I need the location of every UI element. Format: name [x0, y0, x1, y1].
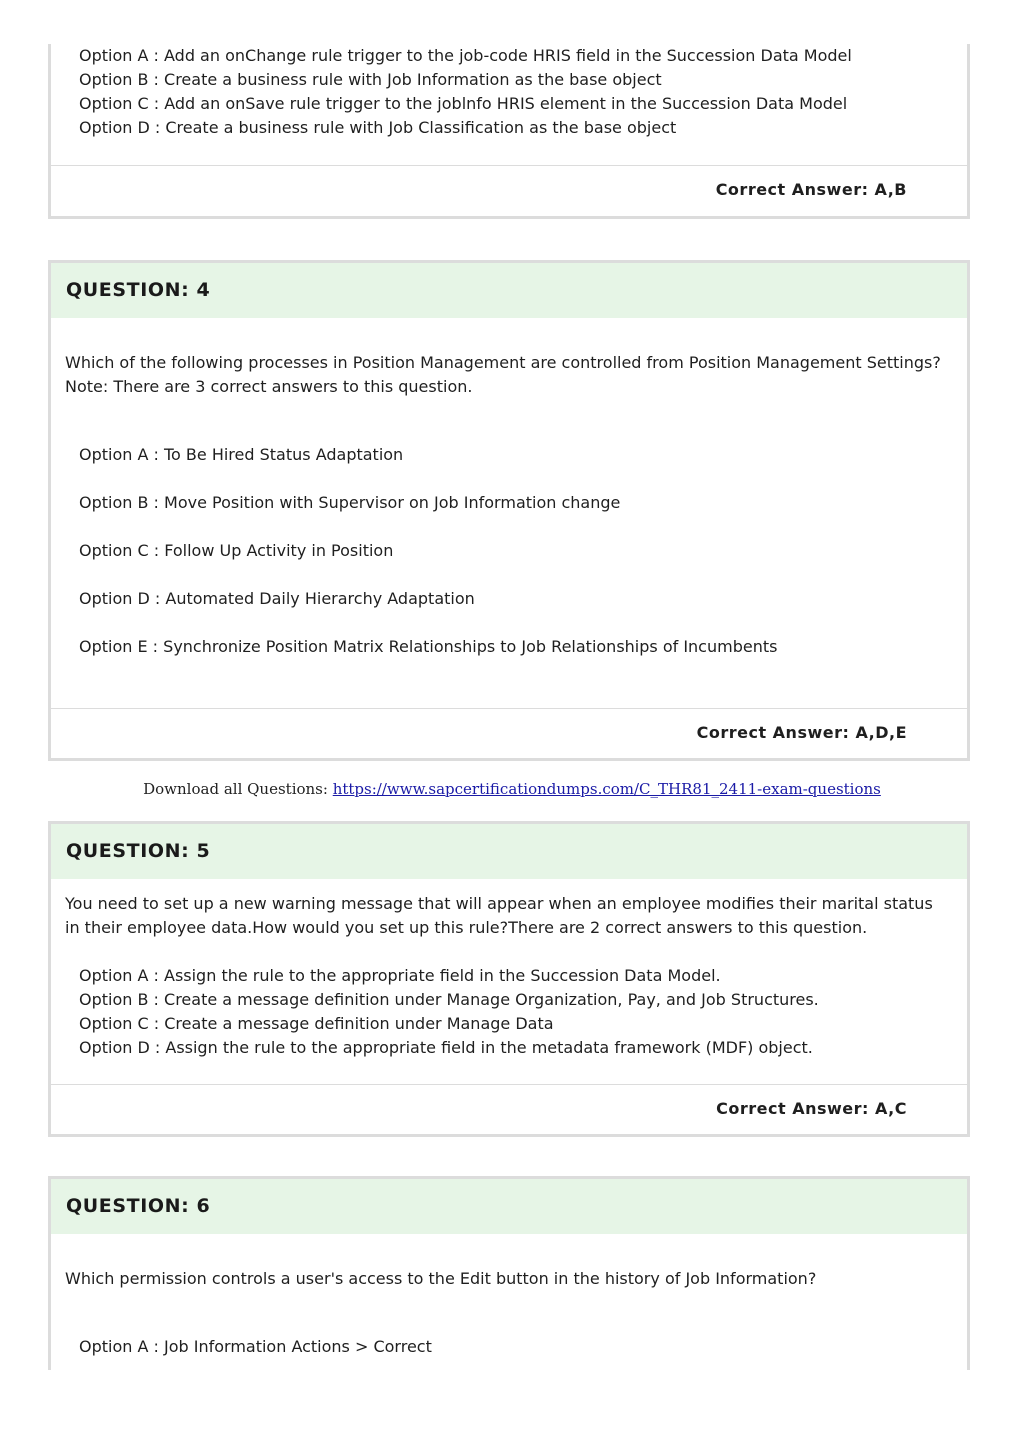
- option-b: Option B : Create a message definition under Manage Organization, Pay, and Job Structures.: [79, 990, 819, 1009]
- question-text-line-1: Which of the following processes in Position Management are controlled from Position Management Settings?: [65, 353, 941, 372]
- option-d: Option D : Create a business rule with Job Classification as the base object: [79, 118, 677, 137]
- correct-answer-text: Correct Answer: A,C: [716, 1099, 907, 1118]
- correct-answer: [51, 1084, 967, 1134]
- option-c: Option C : Follow Up Activity in Position: [79, 541, 394, 560]
- option-b: Option B : Move Position with Supervisor on Job Information change: [79, 493, 621, 512]
- question-card-6: [48, 1176, 970, 1370]
- question-title: QUESTION: 5: [51, 824, 967, 879]
- option-a: Option A : Add an onChange rule trigger to the job-code HRIS field in the Succession Data Model: [79, 46, 852, 65]
- correct-answer-text: Correct Answer: A,B: [715, 180, 907, 199]
- download-label: Download all Questions:: [143, 780, 328, 798]
- correct-answer-text: Correct Answer: A,D,E: [696, 723, 907, 742]
- question-text-line-1: You need to set up a new warning message that will appear when an employee modifies their marital status: [65, 894, 933, 913]
- correct-answer: [51, 165, 967, 215]
- correct-answer: [51, 708, 967, 758]
- download-link[interactable]: https://www.sapcertificationdumps.com/C_THR81_2411-exam-questions: [332, 780, 881, 798]
- option-e: Option E : Synchronize Position Matrix Relationships to Job Relationships of Incumbents: [79, 637, 778, 656]
- option-a: Option A : Assign the rule to the appropriate field in the Succession Data Model.: [79, 966, 721, 985]
- question-title: QUESTION: 4: [51, 263, 967, 318]
- question-text-line-2: in their employee data.How would you set up this rule?There are 2 correct answers to this question.: [65, 918, 868, 937]
- download-line: [0, 780, 1024, 798]
- question-text-line-2: Note: There are 3 correct answers to this question.: [65, 377, 473, 396]
- question-text-line-1: Which permission controls a user's access to the Edit button in the history of Job Information?: [65, 1269, 817, 1288]
- option-a: Option A : Job Information Actions > Correct: [79, 1337, 432, 1356]
- option-c: Option C : Create a message definition under Manage Data: [79, 1014, 554, 1033]
- question-card-3: [48, 44, 970, 219]
- question-card-5: [48, 821, 970, 1137]
- option-d: Option D : Automated Daily Hierarchy Adaptation: [79, 589, 475, 608]
- option-c: Option C : Add an onSave rule trigger to the joblnfo HRIS element in the Succession Data Model: [79, 94, 848, 113]
- option-a: Option A : To Be Hired Status Adaptation: [79, 445, 404, 464]
- option-d: Option D : Assign the rule to the appropriate field in the metadata framework (MDF) object.: [79, 1038, 813, 1057]
- option-b: Option B : Create a business rule with Job Information as the base object: [79, 70, 662, 89]
- question-title: QUESTION: 6: [51, 1179, 967, 1234]
- question-card-4: [48, 260, 970, 761]
